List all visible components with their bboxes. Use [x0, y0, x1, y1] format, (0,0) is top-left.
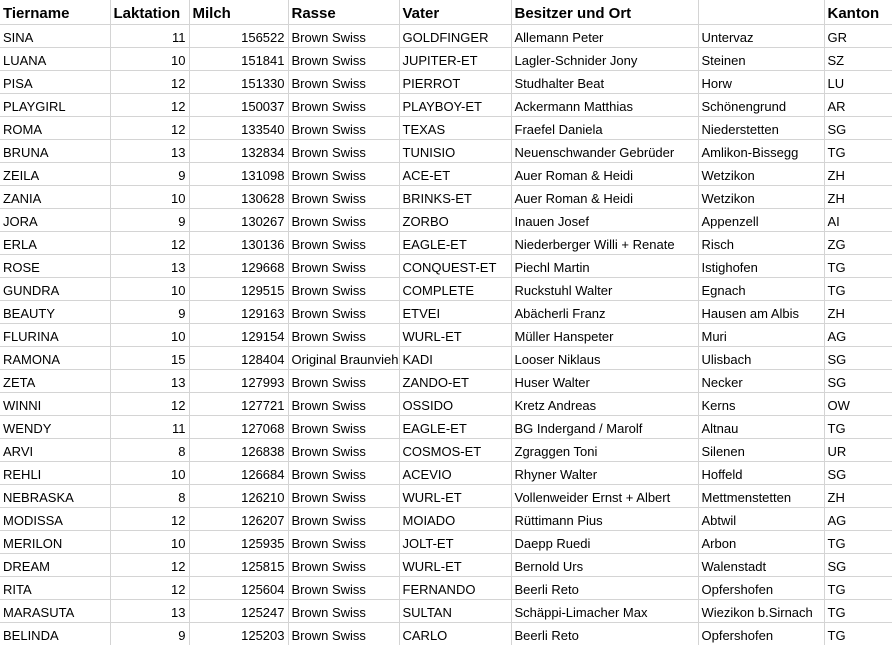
cell-kanton[interactable]: ZG [824, 231, 892, 254]
table-row [0, 162, 892, 185]
cell-kanton[interactable]: SG [824, 346, 892, 369]
cell-rasse[interactable]: Brown Swiss [288, 93, 399, 116]
cell-rasse[interactable]: Brown Swiss [288, 530, 399, 553]
cell-ort[interactable]: Muri [698, 323, 824, 346]
cell-kanton[interactable]: ZH [824, 484, 892, 507]
cell-laktation[interactable]: 12 [110, 93, 189, 116]
table-row [0, 415, 892, 438]
cell-kanton[interactable]: TG [824, 254, 892, 277]
cell-ort[interactable]: Wetzikon [698, 162, 824, 185]
cell-besitzer[interactable]: Abächerli Franz [511, 300, 698, 323]
cell-kanton[interactable]: OW [824, 392, 892, 415]
table-row [0, 93, 892, 116]
header-vater[interactable]: Vater [399, 0, 511, 24]
cell-vater[interactable]: PIERROT [399, 70, 511, 93]
cell-ort[interactable]: Walenstadt [698, 553, 824, 576]
cell-tiername[interactable]: SINA [0, 24, 110, 47]
cell-kanton[interactable]: AG [824, 507, 892, 530]
table-row [0, 208, 892, 231]
header-ort[interactable] [698, 0, 824, 24]
table-row [0, 116, 892, 139]
cell-besitzer[interactable]: BG Indergand / Marolf [511, 415, 698, 438]
cell-laktation[interactable]: 10 [110, 277, 189, 300]
cell-kanton[interactable]: UR [824, 438, 892, 461]
cell-besitzer[interactable]: Kretz Andreas [511, 392, 698, 415]
cell-ort[interactable]: Hausen am Albis [698, 300, 824, 323]
cell-ort[interactable]: Horw [698, 70, 824, 93]
cell-milch[interactable]: 126207 [189, 507, 288, 530]
cell-kanton[interactable]: AG [824, 323, 892, 346]
cell-milch[interactable]: 128404 [189, 346, 288, 369]
cell-rasse[interactable]: Brown Swiss [288, 254, 399, 277]
cell-laktation[interactable]: 10 [110, 185, 189, 208]
cell-milch[interactable]: 125935 [189, 530, 288, 553]
cell-tiername[interactable]: ROMA [0, 116, 110, 139]
cell-besitzer[interactable]: Studhalter Beat [511, 70, 698, 93]
cell-tiername[interactable]: REHLI [0, 461, 110, 484]
cell-kanton[interactable]: SZ [824, 47, 892, 70]
cell-ort[interactable]: Mettmenstetten [698, 484, 824, 507]
table-row [0, 392, 892, 415]
cell-milch[interactable]: 156522 [189, 24, 288, 47]
header-row [0, 0, 892, 24]
cell-milch[interactable]: 125203 [189, 622, 288, 645]
header-tiername[interactable]: Tiername [0, 0, 110, 24]
cell-vater[interactable]: WURL-ET [399, 553, 511, 576]
cell-vater[interactable]: COSMOS-ET [399, 438, 511, 461]
cell-vater[interactable]: KADI [399, 346, 511, 369]
cell-tiername[interactable]: ERLA [0, 231, 110, 254]
cell-besitzer[interactable]: Ruckstuhl Walter [511, 277, 698, 300]
table-row [0, 576, 892, 599]
cell-milch[interactable]: 127993 [189, 369, 288, 392]
cell-milch[interactable]: 150037 [189, 93, 288, 116]
cell-besitzer[interactable]: Beerli Reto [511, 622, 698, 645]
cell-laktation[interactable]: 9 [110, 300, 189, 323]
cell-besitzer[interactable]: Piechl Martin [511, 254, 698, 277]
cell-tiername[interactable]: LUANA [0, 47, 110, 70]
cell-laktation[interactable]: 12 [110, 70, 189, 93]
cell-tiername[interactable]: RITA [0, 576, 110, 599]
cell-laktation[interactable]: 12 [110, 553, 189, 576]
cell-milch[interactable]: 126210 [189, 484, 288, 507]
cell-besitzer[interactable]: Schäppi-Limacher Max [511, 599, 698, 622]
cell-vater[interactable]: COMPLETE [399, 277, 511, 300]
cell-ort[interactable]: Wetzikon [698, 185, 824, 208]
cell-tiername[interactable]: ZANIA [0, 185, 110, 208]
cell-besitzer[interactable]: Fraefel Daniela [511, 116, 698, 139]
cell-vater[interactable]: TUNISIO [399, 139, 511, 162]
cell-vater[interactable]: FERNANDO [399, 576, 511, 599]
cell-besitzer[interactable]: Inauen Josef [511, 208, 698, 231]
cell-milch[interactable]: 130136 [189, 231, 288, 254]
cell-kanton[interactable]: SG [824, 369, 892, 392]
table-row [0, 185, 892, 208]
cell-laktation[interactable]: 12 [110, 392, 189, 415]
cell-besitzer[interactable]: Müller Hanspeter [511, 323, 698, 346]
cell-vater[interactable]: MOIADO [399, 507, 511, 530]
cell-besitzer[interactable]: Looser Niklaus [511, 346, 698, 369]
cell-vater[interactable]: JUPITER-ET [399, 47, 511, 70]
cell-rasse[interactable]: Brown Swiss [288, 369, 399, 392]
cell-milch[interactable]: 130628 [189, 185, 288, 208]
table-row [0, 507, 892, 530]
cell-tiername[interactable]: DREAM [0, 553, 110, 576]
cell-rasse[interactable]: Brown Swiss [288, 576, 399, 599]
cell-kanton[interactable]: TG [824, 139, 892, 162]
cell-ort[interactable]: Appenzell [698, 208, 824, 231]
cell-vater[interactable]: EAGLE-ET [399, 415, 511, 438]
cell-laktation[interactable]: 8 [110, 438, 189, 461]
cell-besitzer[interactable]: Allemann Peter [511, 24, 698, 47]
cell-tiername[interactable]: FLURINA [0, 323, 110, 346]
cell-ort[interactable]: Hoffeld [698, 461, 824, 484]
cell-besitzer[interactable]: Lagler-Schnider Jony [511, 47, 698, 70]
cell-milch[interactable]: 126838 [189, 438, 288, 461]
cell-vater[interactable]: GOLDFINGER [399, 24, 511, 47]
cell-laktation[interactable]: 12 [110, 231, 189, 254]
table-row [0, 47, 892, 70]
cell-kanton[interactable]: TG [824, 622, 892, 645]
cell-milch[interactable]: 129163 [189, 300, 288, 323]
cell-milch[interactable]: 127068 [189, 415, 288, 438]
cell-laktation[interactable]: 15 [110, 346, 189, 369]
cell-laktation[interactable]: 12 [110, 116, 189, 139]
table-row [0, 369, 892, 392]
cell-kanton[interactable]: ZH [824, 162, 892, 185]
cell-besitzer[interactable]: Zgraggen Toni [511, 438, 698, 461]
cell-kanton[interactable]: ZH [824, 185, 892, 208]
cell-ort[interactable]: Amlikon-Bissegg [698, 139, 824, 162]
cell-kanton[interactable]: TG [824, 576, 892, 599]
cell-laktation[interactable]: 12 [110, 576, 189, 599]
cell-kanton[interactable]: AR [824, 93, 892, 116]
cell-rasse[interactable]: Brown Swiss [288, 300, 399, 323]
cell-ort[interactable]: Opfershofen [698, 622, 824, 645]
cell-tiername[interactable]: PLAYGIRL [0, 93, 110, 116]
cell-milch[interactable]: 132834 [189, 139, 288, 162]
table-row [0, 346, 892, 369]
cell-rasse[interactable]: Brown Swiss [288, 415, 399, 438]
cell-vater[interactable]: OSSIDO [399, 392, 511, 415]
cell-besitzer[interactable]: Neuenschwander Gebrüder [511, 139, 698, 162]
cell-vater[interactable]: ACEVIO [399, 461, 511, 484]
cell-rasse[interactable]: Brown Swiss [288, 461, 399, 484]
cell-besitzer[interactable]: Beerli Reto [511, 576, 698, 599]
table-row [0, 277, 892, 300]
cell-laktation[interactable]: 12 [110, 507, 189, 530]
cell-laktation[interactable]: 13 [110, 369, 189, 392]
cell-tiername[interactable]: JORA [0, 208, 110, 231]
table-row [0, 484, 892, 507]
cell-ort[interactable]: Silenen [698, 438, 824, 461]
cell-besitzer[interactable]: Vollenweider Ernst + Albert [511, 484, 698, 507]
cell-kanton[interactable]: SG [824, 553, 892, 576]
cell-tiername[interactable]: RAMONA [0, 346, 110, 369]
cell-tiername[interactable]: ZETA [0, 369, 110, 392]
cell-laktation[interactable]: 10 [110, 461, 189, 484]
cell-rasse[interactable]: Brown Swiss [288, 323, 399, 346]
cell-ort[interactable]: Arbon [698, 530, 824, 553]
cell-milch[interactable]: 130267 [189, 208, 288, 231]
cell-tiername[interactable]: WINNI [0, 392, 110, 415]
cell-laktation[interactable]: 9 [110, 162, 189, 185]
table-body [0, 24, 892, 645]
cell-kanton[interactable]: SG [824, 116, 892, 139]
cell-laktation[interactable]: 9 [110, 622, 189, 645]
cell-rasse[interactable]: Brown Swiss [288, 622, 399, 645]
cell-kanton[interactable]: ZH [824, 300, 892, 323]
cell-tiername[interactable]: BRUNA [0, 139, 110, 162]
table-row [0, 622, 892, 645]
cell-vater[interactable]: CARLO [399, 622, 511, 645]
cell-ort[interactable]: Kerns [698, 392, 824, 415]
cell-besitzer[interactable]: Bernold Urs [511, 553, 698, 576]
cell-ort[interactable]: Schönengrund [698, 93, 824, 116]
header-kanton[interactable]: Kanton [824, 0, 892, 24]
cell-milch[interactable]: 129515 [189, 277, 288, 300]
cell-ort[interactable]: Necker [698, 369, 824, 392]
table-row [0, 254, 892, 277]
cell-vater[interactable]: ZORBO [399, 208, 511, 231]
cell-besitzer[interactable]: Auer Roman & Heidi [511, 185, 698, 208]
cell-milch[interactable]: 131098 [189, 162, 288, 185]
cell-milch[interactable]: 129154 [189, 323, 288, 346]
cell-kanton[interactable]: TG [824, 415, 892, 438]
table-row [0, 323, 892, 346]
table-row [0, 139, 892, 162]
table-row [0, 530, 892, 553]
cell-kanton[interactable]: TG [824, 530, 892, 553]
cell-laktation[interactable]: 9 [110, 208, 189, 231]
cell-besitzer[interactable]: Rhyner Walter [511, 461, 698, 484]
cell-rasse[interactable]: Brown Swiss [288, 70, 399, 93]
cell-rasse[interactable]: Brown Swiss [288, 231, 399, 254]
header-besitzer[interactable]: Besitzer und Ort [511, 0, 698, 24]
cell-rasse[interactable]: Brown Swiss [288, 24, 399, 47]
header-rasse[interactable]: Rasse [288, 0, 399, 24]
cell-rasse[interactable]: Brown Swiss [288, 162, 399, 185]
cell-vater[interactable]: JOLT-ET [399, 530, 511, 553]
cell-tiername[interactable]: GUNDRA [0, 277, 110, 300]
cell-kanton[interactable]: LU [824, 70, 892, 93]
cell-rasse[interactable]: Brown Swiss [288, 277, 399, 300]
cell-vater[interactable]: SULTAN [399, 599, 511, 622]
cell-ort[interactable]: Untervaz [698, 24, 824, 47]
cell-kanton[interactable]: SG [824, 461, 892, 484]
cell-laktation[interactable]: 11 [110, 24, 189, 47]
cell-vater[interactable]: ETVEI [399, 300, 511, 323]
table-row [0, 300, 892, 323]
cell-ort[interactable]: Istighofen [698, 254, 824, 277]
cell-rasse[interactable]: Brown Swiss [288, 438, 399, 461]
cell-kanton[interactable]: GR [824, 24, 892, 47]
table-row [0, 599, 892, 622]
cell-ort[interactable]: Steinen [698, 47, 824, 70]
cell-ort[interactable]: Ulisbach [698, 346, 824, 369]
cell-besitzer[interactable]: Huser Walter [511, 369, 698, 392]
table-row [0, 553, 892, 576]
cell-rasse[interactable]: Brown Swiss [288, 208, 399, 231]
cell-besitzer[interactable]: Niederberger Willi + Renate [511, 231, 698, 254]
table-row [0, 24, 892, 47]
cell-milch[interactable]: 125604 [189, 576, 288, 599]
cell-besitzer[interactable]: Ackermann Matthias [511, 93, 698, 116]
cell-laktation[interactable]: 13 [110, 139, 189, 162]
cell-vater[interactable]: TEXAS [399, 116, 511, 139]
table-row [0, 438, 892, 461]
cell-vater[interactable]: ZANDO-ET [399, 369, 511, 392]
cell-tiername[interactable]: ZEILA [0, 162, 110, 185]
cell-ort[interactable]: Opfershofen [698, 576, 824, 599]
cell-ort[interactable]: Risch [698, 231, 824, 254]
cell-tiername[interactable]: PISA [0, 70, 110, 93]
cell-rasse[interactable]: Brown Swiss [288, 116, 399, 139]
cell-laktation[interactable]: 10 [110, 47, 189, 70]
cell-vater[interactable]: EAGLE-ET [399, 231, 511, 254]
cell-tiername[interactable]: WENDY [0, 415, 110, 438]
cell-vater[interactable]: WURL-ET [399, 484, 511, 507]
cell-besitzer[interactable]: Daepp Ruedi [511, 530, 698, 553]
cell-laktation[interactable]: 10 [110, 323, 189, 346]
cell-tiername[interactable]: BEAUTY [0, 300, 110, 323]
cell-milch[interactable]: 125247 [189, 599, 288, 622]
cell-rasse[interactable]: Brown Swiss [288, 507, 399, 530]
cell-tiername[interactable]: MARASUTA [0, 599, 110, 622]
cell-rasse[interactable]: Brown Swiss [288, 484, 399, 507]
cell-rasse[interactable]: Brown Swiss [288, 392, 399, 415]
cell-kanton[interactable]: AI [824, 208, 892, 231]
cell-vater[interactable]: CONQUEST-ET [399, 254, 511, 277]
cell-tiername[interactable]: MODISSA [0, 507, 110, 530]
cell-rasse[interactable]: Brown Swiss [288, 185, 399, 208]
cell-vater[interactable]: BRINKS-ET [399, 185, 511, 208]
cell-ort[interactable]: Wiezikon b.Sirnach [698, 599, 824, 622]
cell-kanton[interactable]: TG [824, 277, 892, 300]
cell-milch[interactable]: 133540 [189, 116, 288, 139]
cell-ort[interactable]: Abtwil [698, 507, 824, 530]
cell-besitzer[interactable]: Rüttimann Pius [511, 507, 698, 530]
cell-tiername[interactable]: NEBRASKA [0, 484, 110, 507]
cell-tiername[interactable]: MERILON [0, 530, 110, 553]
cell-vater[interactable]: WURL-ET [399, 323, 511, 346]
cell-rasse[interactable]: Brown Swiss [288, 553, 399, 576]
cell-milch[interactable]: 129668 [189, 254, 288, 277]
cell-rasse[interactable]: Brown Swiss [288, 139, 399, 162]
cell-ort[interactable]: Niederstetten [698, 116, 824, 139]
cell-milch[interactable]: 151841 [189, 47, 288, 70]
cell-rasse[interactable]: Brown Swiss [288, 599, 399, 622]
header-laktation[interactable]: Laktation [110, 0, 189, 24]
cell-milch[interactable]: 126684 [189, 461, 288, 484]
header-milch[interactable]: Milch [189, 0, 288, 24]
table-row [0, 70, 892, 93]
cell-rasse[interactable]: Brown Swiss [288, 47, 399, 70]
cell-laktation[interactable]: 10 [110, 530, 189, 553]
cell-ort[interactable]: Altnau [698, 415, 824, 438]
cell-kanton[interactable]: TG [824, 599, 892, 622]
cell-laktation[interactable]: 8 [110, 484, 189, 507]
cell-milch[interactable]: 127721 [189, 392, 288, 415]
cell-laktation[interactable]: 13 [110, 599, 189, 622]
cell-vater[interactable]: ACE-ET [399, 162, 511, 185]
cell-milch[interactable]: 151330 [189, 70, 288, 93]
cell-vater[interactable]: PLAYBOY-ET [399, 93, 511, 116]
cell-milch[interactable]: 125815 [189, 553, 288, 576]
table-row [0, 231, 892, 254]
table-row [0, 461, 892, 484]
cell-ort[interactable]: Egnach [698, 277, 824, 300]
cell-tiername[interactable]: ARVI [0, 438, 110, 461]
cell-tiername[interactable]: BELINDA [0, 622, 110, 645]
cell-laktation[interactable]: 13 [110, 254, 189, 277]
cell-rasse[interactable]: Original Braunvieh [288, 346, 399, 369]
cell-tiername[interactable]: ROSE [0, 254, 110, 277]
cell-laktation[interactable]: 11 [110, 415, 189, 438]
cell-besitzer[interactable]: Auer Roman & Heidi [511, 162, 698, 185]
